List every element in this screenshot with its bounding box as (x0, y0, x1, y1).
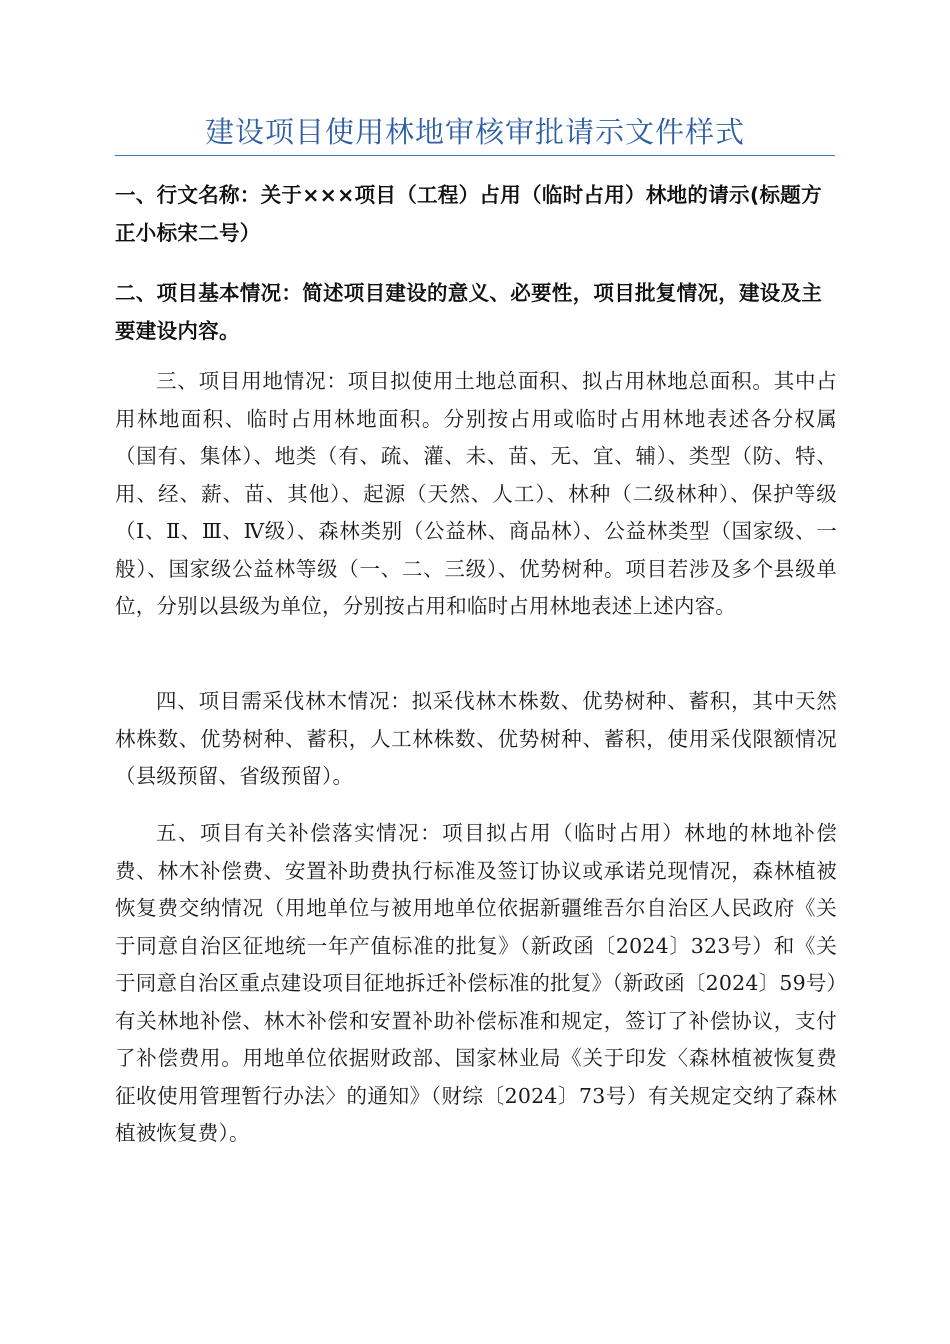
document-title: 建设项目使用林地审核审批请示文件样式 (204, 115, 745, 149)
section-paragraph-4: 四、项目需采伐林木情况：拟采伐林木株数、优势树种、蓄积，其中天然林株数、优势树种、蓄积，人工林株数、优势树种、蓄积，使用采伐限额情况（县级预留、省级预留）。 (115, 689, 837, 788)
section-heading-2: 二、项目基本情况：简述项目建设的意义、必要性，项目批复情况，建设及主要建设内容。 (115, 281, 823, 343)
section-paragraph-5: 五、项目有关补偿落实情况：项目拟占用（临时占用）林地的林地补偿费、林木补偿费、安置补助费执行标准及签订协议或承诺兑现情况，森林植被恢复费交纳情况（用地单位与被用地单位依据新疆维吾尔自治区人民政府《关于同意自治区征地统一年产值标准的批复》（新政函〔2024〕323号）和《关于同意自治区重点建设项目征地拆迁补偿标准的批复》（新政函〔2024〕59号）有关林地补偿、林木补偿和安置补助补偿标准和规定，签订了补偿协议，支付了补偿费用。用地单位依据财政部、国家林业局《关于印发〈森林植被恢复费征收使用管理暂行办法〉的通知》（财综〔2024〕73号）有关规定交纳了森林植被恢复费）。 (115, 821, 837, 1145)
section-heading-1: 一、行文名称：关于×××项目（工程）占用（临时占用）林地的请示(标题方正小标宋二号） (115, 183, 822, 245)
section-paragraph-3: 三、项目用地情况：项目拟使用土地总面积、拟占用林地总面积。其中占用林地面积、临时占用林地面积。分别按占用或临时占用林地表述各分权属（国有、集体）、地类（有、疏、灌、未、苗、无、宜、辅）、类型（防、特、用、经、薪、苗、其他）、起源（天然、人工）、林种（二级林种）、保护等级（Ⅰ、Ⅱ、Ⅲ、Ⅳ级）、森林类别（公益林、商品林）、公益林类型（国家级、一般）、国家级公益林等级（一、二、三级）、优势树种。项目若涉及多个县级单位，分别以县级为单位，分别按占用和临时占用林地表述上述内容。 (115, 369, 837, 618)
title-underline-rule (115, 155, 835, 156)
